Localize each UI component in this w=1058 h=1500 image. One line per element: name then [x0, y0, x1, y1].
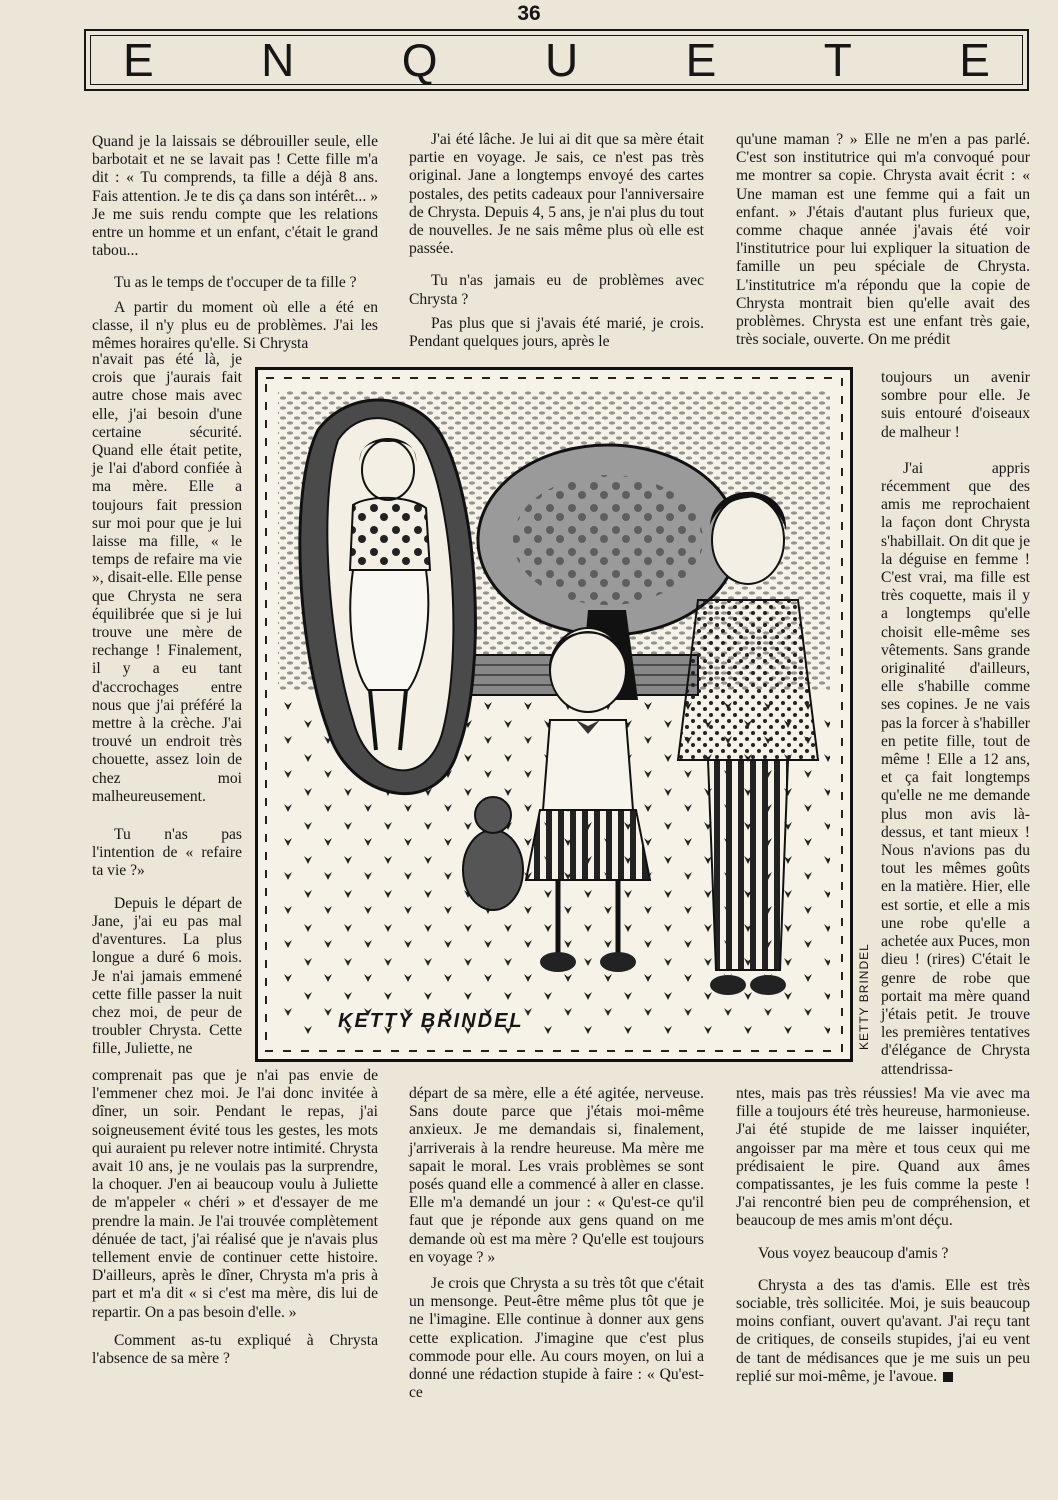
paragraph — [736, 1277, 1030, 1386]
banner-letter: U — [544, 34, 579, 86]
paragraph: qu'une maman ? » Elle ne m'en a pas parlé. C'est son institutrice qui m'a convoqué pour me montrer sa copie. Chrysta avait écrit : « Une maman est une femme qui a fait un enfant. » J'étais d'autant plus furieux que, comme chaque année j'avais été voir l'institutrice pour lui expliquer la situation de famille un peu spéciale de Chrysta. L'institutrice m'a répondu que la copie de Chrysta montrait bien qu'elle avait des problèmes. Chrysta est une enfant très gaie, très sociale, ouverte. On me prédit — [736, 131, 1030, 349]
banner-letter: Q — [401, 34, 438, 86]
interview-question: Vous voyez beaucoup d'amis ? — [758, 1244, 949, 1262]
signature: KETTY BRINDEL — [338, 1010, 524, 1032]
paragraph: Depuis le départ de Jane, j'ai eu pas mal d'aventures. La plus longue a duré 6 mois. Je n'ai jamais emmené cette fille passer la nuit chez moi, de peur de troubler Chrysta. Cette fille, Juliette, ne — [92, 894, 242, 1058]
page-number: 36 — [517, 2, 541, 25]
interview-question: Tu as le temps de t'occuper de ta fille ? — [114, 274, 357, 292]
paragraph: Pas plus que si j'avais été marié, je crois. Pendant quelques jours, après le — [409, 314, 704, 351]
end-mark-icon — [943, 1372, 953, 1382]
column-1-top — [92, 133, 378, 353]
paragraph: ntes, mais pas très réussies! Ma vie avec ma fille a toujours été très heureuse, harmonieuse. J'ai été stupide de me laisser inquiéter, angoisser par ma mère et tous ceux qui me prédisaient le pire. Quand aux âmes compatissantes, je les fuis comme la peste ! J'ai rencontré bien peu de compréhension, et beaucoup de mes amis m'ont déçu. — [736, 1085, 1030, 1230]
column-3-narrow — [881, 369, 1030, 1079]
illustration-drawing — [258, 370, 850, 1059]
interview-question: Tu n'as jamais eu de problèmes avec Chrysta ? — [409, 272, 704, 308]
column-3-top — [736, 131, 1030, 349]
paragraph: A partir du moment où elle a été en classe, il n'y plus eu de problèmes. J'ai les mêmes horaires qu'elle. Si Chrysta — [92, 298, 378, 353]
interview-question: Comment as-tu expliqué à Chrysta l'absence de sa mère ? — [92, 1331, 378, 1368]
paragraph: Je crois que Chrysta a su très tôt que c'était un mensonge. Peut-être même plus tôt que je ne l'imagine. Elle continue à donner aux gens cette explication. J'imagine que c'est plus commode pour elle. Au cours moyen, on lui a donné une rédaction stupide à faire : « Qu'est-ce — [409, 1275, 704, 1402]
banner-inner — [90, 35, 1023, 85]
banner-letter: E — [959, 34, 990, 86]
column-1-bottom — [92, 1067, 378, 1368]
banner-letter: E — [685, 34, 717, 86]
credit-text: KETTY BRINDEL — [857, 943, 871, 1050]
banner-letter: N — [261, 34, 295, 86]
column-3-bottom — [736, 1085, 1030, 1386]
paragraph-text: Chrysta a des tas d'amis. Elle est très sociable, très sollicitée. Moi, je suis beaucoup moins confiant, ouvert qu'avant. J'ai reçu tant de critiques, de conseils stupides, j'ai eu vent de tant de médisances que je me suis un peu replié sur moi-même, je l'avoue. — [736, 1276, 1030, 1385]
banner-letter: E — [123, 34, 154, 86]
banner-letter: T — [823, 34, 852, 86]
interview-question: Tu n'as pas l'intention de « refaire ta vie ?» — [92, 826, 242, 880]
column-2-top — [409, 131, 704, 351]
paragraph: J'ai appris récemment que des amis me reprochaient la façon dont Chrysta s'habillait. On dit que je la déguise en femme ! C'est vrai, ma fille est très coquette, mais il y a longtemps qu'elle choisit elle-même ses vêtements. Sans grande originalité d'ailleurs, elle s'habille comme ses copines. Je ne vais pas la forcer à s'habiller en petite fille, tout de même ! Elle a 12 ans, et ça fait longtemps qu'elle ne me demande plus mon avis là-dessus, et tant mieux ! Nous n'avions pas du tout les mêmes goûts en la matière. Hier, elle est sortie, et elle a mis une robe qu'elle a achetée aux Puces, mon dieu ! (rires) C'était le genre de robe que portait ma mère quand j'étais petit. Je trouve les premières tentatives d'élégance de Chrysta attendrissa- — [881, 459, 1030, 1078]
column-2-bottom — [409, 1085, 704, 1402]
column-1-narrow — [92, 351, 242, 1059]
paragraph: comprenait pas que je n'ai pas envie de l'emmener chez moi. Je l'ai donc invitée à dîner, un soir. Pendant le repas, j'ai soigneusement évité tous les gestes, les mots qui auraient pu relever notre intimité. Chrysta avait 10 ans, je ne voulais pas la surprendre, la choquer. J'en ai beaucoup voulu à Juliette de m'appeler « chéri » et d'essayer de me prendre la main. Je l'ai trouvée complètement dénuée de tact, j'ai réalisé que je n'avais plus tellement envie de continuer cette histoire. D'ailleurs, après le dîner, Chrysta m'a pris à part et m'a dit « si c'est ma mère, dis lui de repartir. On a pas besoin d'elle. » — [92, 1067, 378, 1321]
paragraph: Quand je la laissais se débrouiller seule, elle barbotait et ne se lavait pas ! Cette fille m'a dit : « Tu comprends, ta fille a déjà 8 ans. Fais attention. Je te dis ça dans son intérêt... » Je me suis rendu compte que les relations entre un homme et un enfant, c'était le grand tabou... — [92, 133, 378, 260]
paragraph: départ de sa mère, elle a été agitée, nerveuse. Sans doute parce que j'étais moi-même anxieux. Je me demandais si, finalement, j'arriverais à la rendre heureuse. Ma mère me sapait le moral. Les vrais problèmes se sont posés quand elle a commencé à aller en classe. Elle m'a demandé un jour : « Qu'est-ce qu'il faut que je réponde aux gens quand on me demande où est ma mère ? Qu'elle est toujours en voyage ? » — [409, 1085, 704, 1266]
illustration — [255, 367, 853, 1062]
illustration-credit — [857, 930, 877, 1050]
section-banner — [84, 29, 1029, 91]
paragraph: n'avait pas été là, je crois que j'aurais fait autre chose mais avec elle, j'ai besoin d'une certaine sécurité. Quand elle était petite, je l'ai d'abord confiée à ma mère. Elle a toujours fait pression sur moi pour que je lui laisse ma fille, « le temps de refaire ma vie », disait-elle. Elle pense que Chrysta ne sera équilibrée que si je lui trouve une mère de rechange ! Finalement, il y a eu tant d'accrochages entre nous que j'ai préféré la mettre à la crèche. J'ai trouvé un endroit très chouette, assez loin de chez moi malheureusement. — [92, 351, 242, 805]
paragraph: J'ai été lâche. Je lui ai dit que sa mère était partie en voyage. Je sais, ce n'est pas très original. Jane a longtemps envoyé des cartes postales, des petits cadeaux pour l'anniversaire de Chrysta. Depuis 4, 5 ans, je n'ai plus du tout de nouvelles. Je ne sais même plus où elle est passée. — [409, 131, 704, 258]
paragraph: toujours un avenir sombre pour elle. Je suis entouré d'oiseaux de malheur ! — [881, 369, 1030, 441]
